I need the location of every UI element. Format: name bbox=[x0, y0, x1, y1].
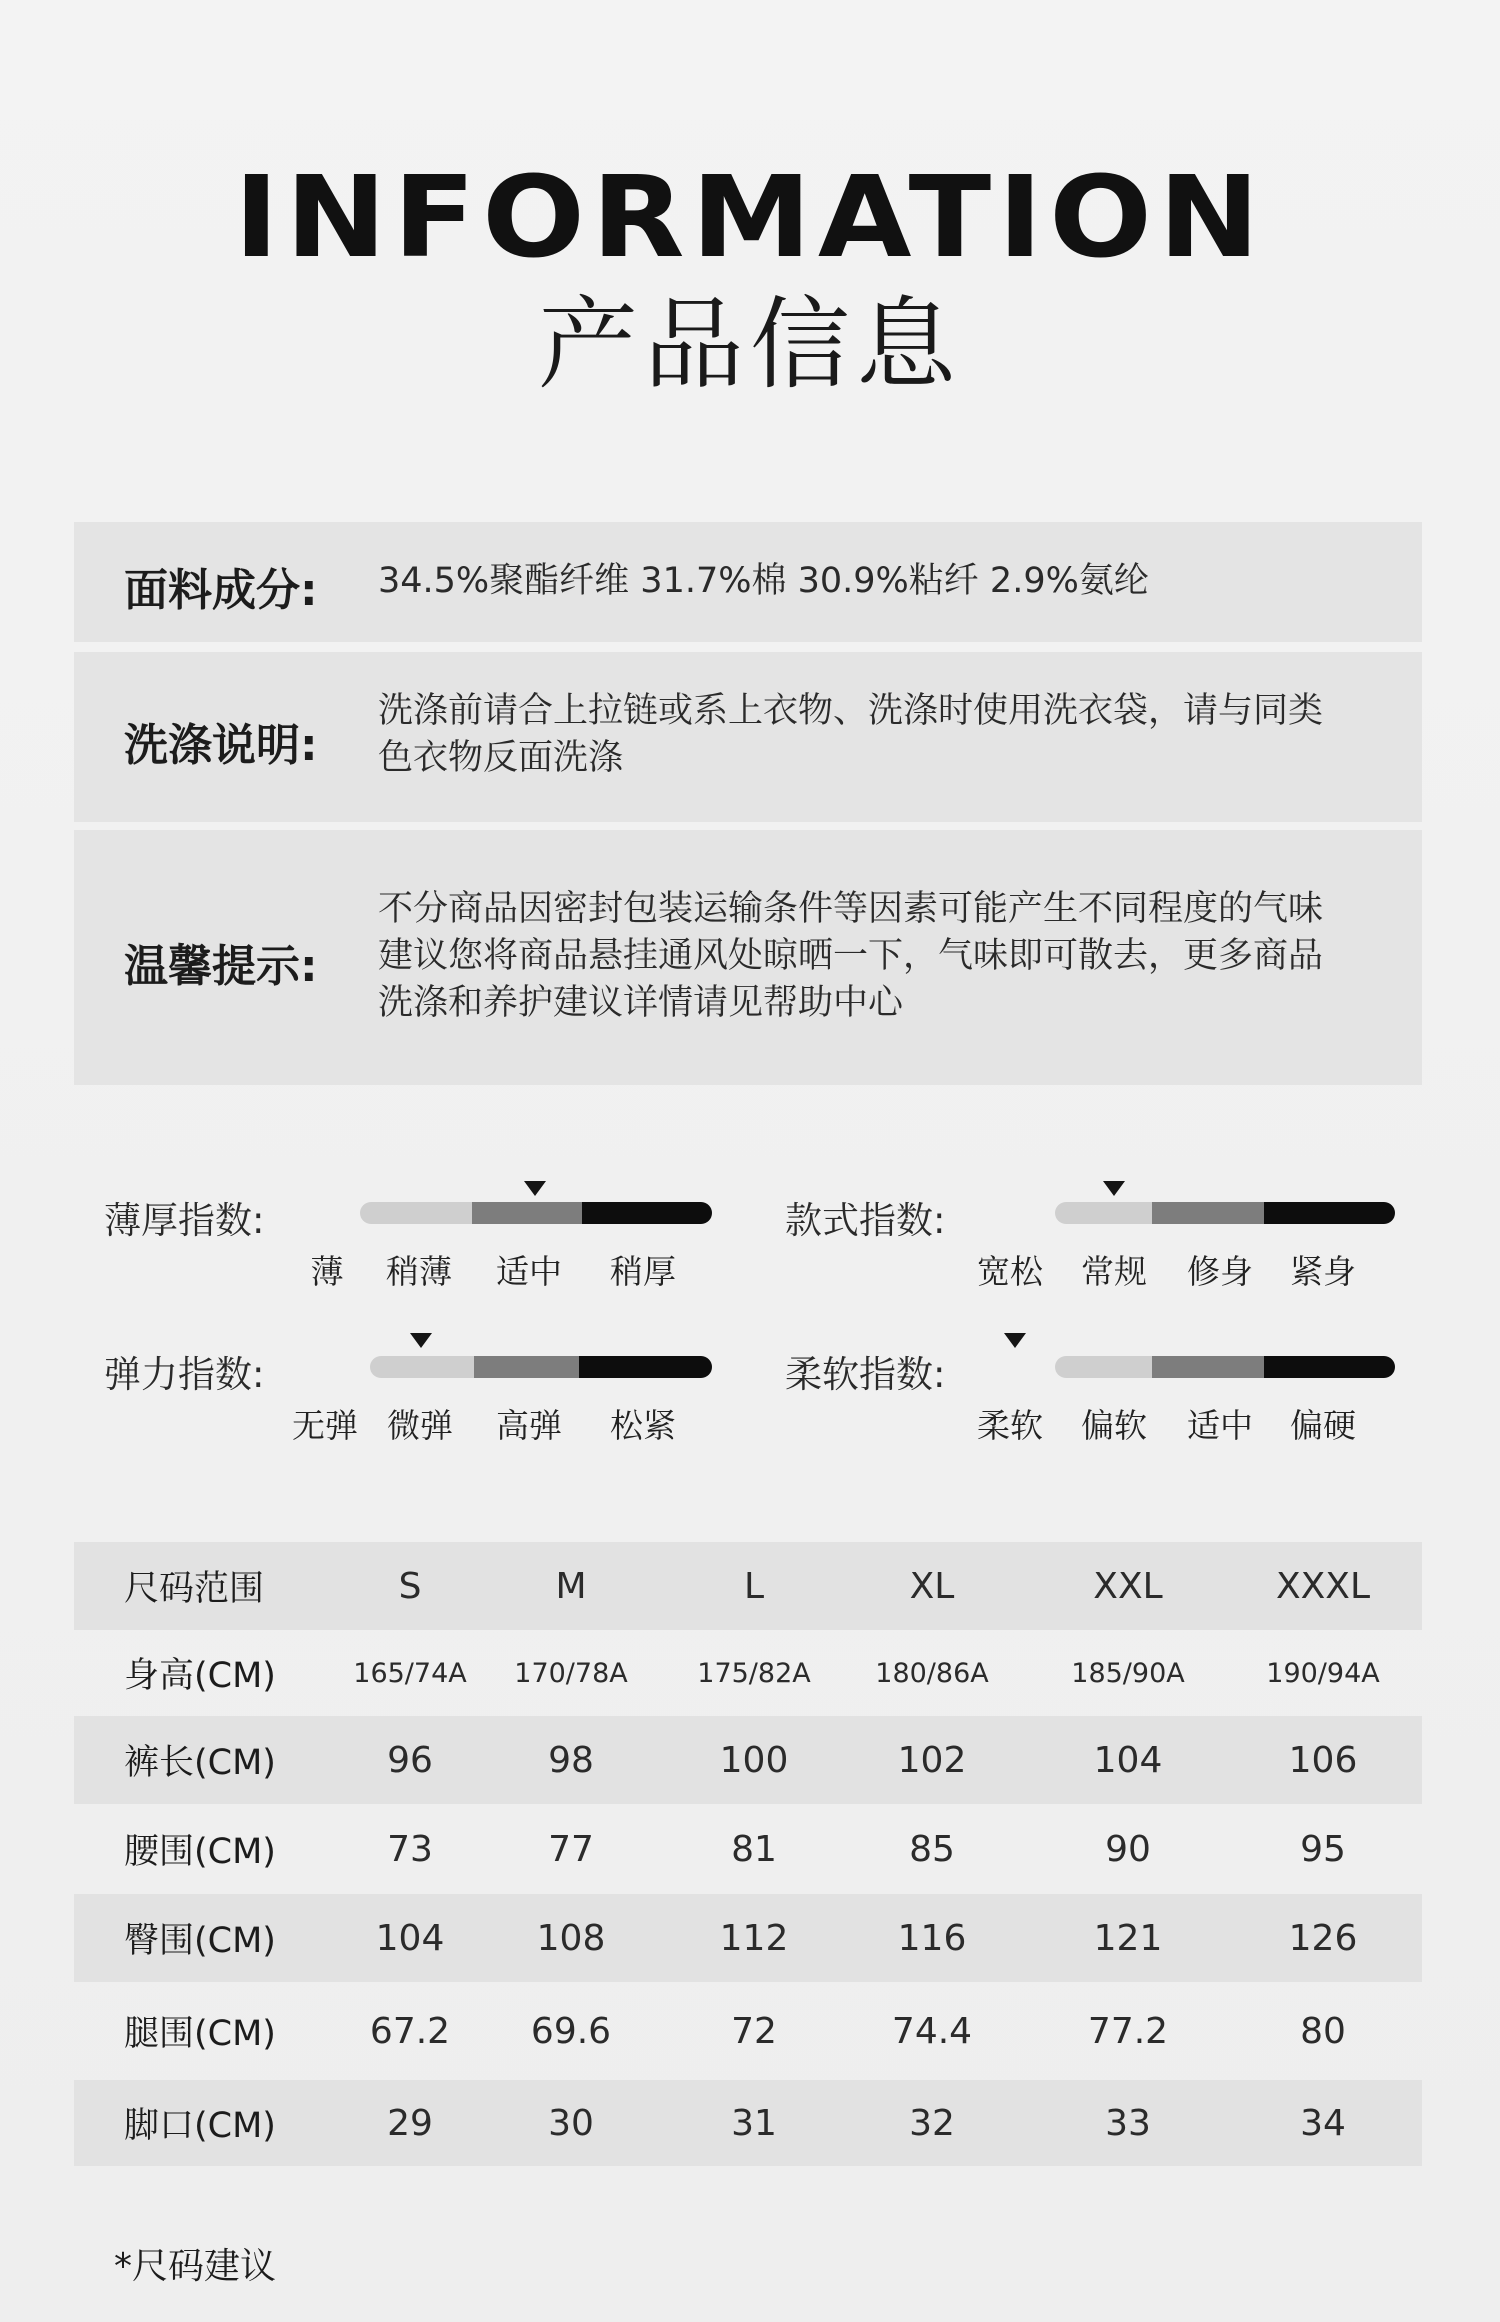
table-cell: 29 bbox=[387, 2102, 433, 2144]
size-table-header-cell: 尺码范围 bbox=[124, 1569, 265, 1609]
tips-text-line: 不分商品因密封包装运输条件等因素可能产生不同程度的气味 bbox=[378, 889, 1324, 929]
table-cell: 34 bbox=[1300, 2102, 1346, 2144]
title-chinese: 产品信息 bbox=[538, 286, 962, 403]
table-cell: 77.2 bbox=[1087, 2010, 1169, 2052]
style-level: 修身 bbox=[1187, 1252, 1253, 1291]
table-cell: 180/86A bbox=[875, 1657, 989, 1689]
table-cell: 190/94A bbox=[1266, 1657, 1380, 1689]
table-cell: 116 bbox=[897, 1917, 967, 1959]
softness-level: 偏软 bbox=[1081, 1406, 1147, 1445]
table-row-label: 脚口(CM) bbox=[124, 2106, 276, 2146]
tips-panel bbox=[74, 830, 1422, 1085]
elasticity-level: 无弹 bbox=[292, 1406, 358, 1445]
softness-level: 适中 bbox=[1187, 1406, 1253, 1445]
elasticity-level: 微弹 bbox=[387, 1406, 453, 1445]
title-english: INFORMATION bbox=[233, 153, 1267, 283]
table-cell: 102 bbox=[897, 1739, 967, 1781]
thickness-level: 薄 bbox=[310, 1252, 344, 1291]
table-cell: 81 bbox=[731, 1828, 777, 1870]
washing-panel bbox=[74, 652, 1422, 822]
style-level: 紧身 bbox=[1290, 1252, 1356, 1291]
tips-text-line: 建议您将商品悬挂通风处晾晒一下，气味即可散去，更多商品 bbox=[378, 936, 1324, 976]
table-cell: 185/90A bbox=[1071, 1657, 1185, 1689]
table-cell: 32 bbox=[909, 2102, 955, 2144]
size-table-header-cell: XL bbox=[909, 1565, 955, 1607]
table-cell: 74.4 bbox=[891, 2010, 973, 2052]
table-row bbox=[74, 1894, 1422, 1982]
washing-label: 洗涤说明: bbox=[124, 720, 318, 771]
elasticity-index-label: 弹力指数: bbox=[104, 1353, 265, 1396]
table-cell: 104 bbox=[375, 1917, 445, 1959]
fabric-panel bbox=[74, 522, 1422, 642]
fabric-label: 面料成分: bbox=[124, 565, 318, 616]
tips-text bbox=[378, 886, 1408, 1027]
table-cell: 30 bbox=[548, 2102, 594, 2144]
table-cell: 106 bbox=[1288, 1739, 1358, 1781]
thickness-index-bar bbox=[360, 1202, 712, 1224]
size-table-header-cell: M bbox=[555, 1565, 587, 1607]
table-cell: 126 bbox=[1288, 1917, 1358, 1959]
style-level: 宽松 bbox=[977, 1252, 1043, 1291]
style-selected-marker bbox=[1103, 1181, 1125, 1196]
table-cell: 104 bbox=[1093, 1739, 1163, 1781]
elasticity-selected-marker bbox=[410, 1333, 432, 1348]
tips-label: 温馨提示: bbox=[124, 941, 318, 992]
elasticity-index-bar bbox=[370, 1356, 712, 1378]
softness-index-bar bbox=[1055, 1356, 1395, 1378]
table-row-label: 腿围(CM) bbox=[124, 2014, 276, 2054]
softness-selected-marker bbox=[1004, 1333, 1026, 1348]
table-cell: 175/82A bbox=[697, 1657, 811, 1689]
thickness-level: 稍厚 bbox=[610, 1252, 676, 1291]
table-row-label: 身高(CM) bbox=[124, 1656, 276, 1696]
tips-text-line: 洗涤和养护建议详情请见帮助中心 bbox=[378, 983, 904, 1023]
table-row-label: 臀围(CM) bbox=[124, 1921, 276, 1961]
style-index-label: 款式指数: bbox=[785, 1199, 946, 1242]
table-row bbox=[74, 1630, 1422, 1716]
thickness-selected-marker bbox=[524, 1181, 546, 1196]
table-cell: 98 bbox=[548, 1739, 594, 1781]
softness-level: 柔软 bbox=[977, 1406, 1043, 1445]
size-table-header-cell: XXL bbox=[1093, 1565, 1163, 1607]
fabric-text-line: 34.5%聚酯纤维 31.7%棉 30.9%粘纤 2.9%氨纶 bbox=[378, 561, 1149, 601]
size-table-header-cell: XXXL bbox=[1275, 1565, 1371, 1607]
elasticity-level: 高弹 bbox=[496, 1406, 562, 1445]
table-cell: 72 bbox=[731, 2010, 777, 2052]
washing-text-line: 色衣物反面洗涤 bbox=[378, 738, 624, 778]
table-row-label: 腰围(CM) bbox=[124, 1832, 276, 1872]
table-cell: 80 bbox=[1300, 2010, 1346, 2052]
size-table-header-row bbox=[74, 1542, 1422, 1630]
table-cell: 73 bbox=[387, 1828, 433, 1870]
size-table-header-cell: S bbox=[398, 1565, 422, 1607]
table-cell: 90 bbox=[1105, 1828, 1151, 1870]
table-row-label: 裤长(CM) bbox=[124, 1743, 276, 1783]
table-row bbox=[74, 1716, 1422, 1804]
table-cell: 95 bbox=[1300, 1828, 1346, 1870]
softness-index-label: 柔软指数: bbox=[785, 1353, 946, 1396]
thickness-index-label: 薄厚指数: bbox=[104, 1199, 265, 1242]
table-cell: 33 bbox=[1105, 2102, 1151, 2144]
table-cell: 69.6 bbox=[530, 2010, 612, 2052]
table-cell: 112 bbox=[719, 1917, 789, 1959]
size-advice-title: *尺码建议 bbox=[114, 2246, 277, 2287]
thickness-level: 稍薄 bbox=[386, 1252, 452, 1291]
table-cell: 77 bbox=[548, 1828, 594, 1870]
table-row bbox=[74, 2080, 1422, 2166]
table-cell: 31 bbox=[731, 2102, 777, 2144]
size-table-header-cell: L bbox=[743, 1565, 765, 1607]
fabric-text bbox=[378, 558, 1408, 605]
washing-text-line: 洗涤前请合上拉链或系上衣物、洗涤时使用洗衣袋，请与同类 bbox=[378, 691, 1324, 731]
elasticity-level: 松紧 bbox=[610, 1406, 676, 1445]
table-cell: 121 bbox=[1093, 1917, 1163, 1959]
washing-text bbox=[378, 688, 1408, 782]
table-cell: 96 bbox=[387, 1739, 433, 1781]
table-cell: 170/78A bbox=[514, 1657, 628, 1689]
table-row bbox=[74, 1982, 1422, 2080]
table-cell: 165/74A bbox=[353, 1657, 467, 1689]
table-cell: 100 bbox=[719, 1739, 789, 1781]
table-cell: 108 bbox=[536, 1917, 606, 1959]
style-index-bar bbox=[1055, 1202, 1395, 1224]
table-cell: 85 bbox=[909, 1828, 955, 1870]
softness-level: 偏硬 bbox=[1290, 1406, 1356, 1445]
style-level: 常规 bbox=[1081, 1252, 1147, 1291]
table-row bbox=[74, 1804, 1422, 1894]
thickness-level: 适中 bbox=[496, 1252, 562, 1291]
size-table bbox=[74, 1542, 1422, 2166]
table-cell: 67.2 bbox=[369, 2010, 451, 2052]
